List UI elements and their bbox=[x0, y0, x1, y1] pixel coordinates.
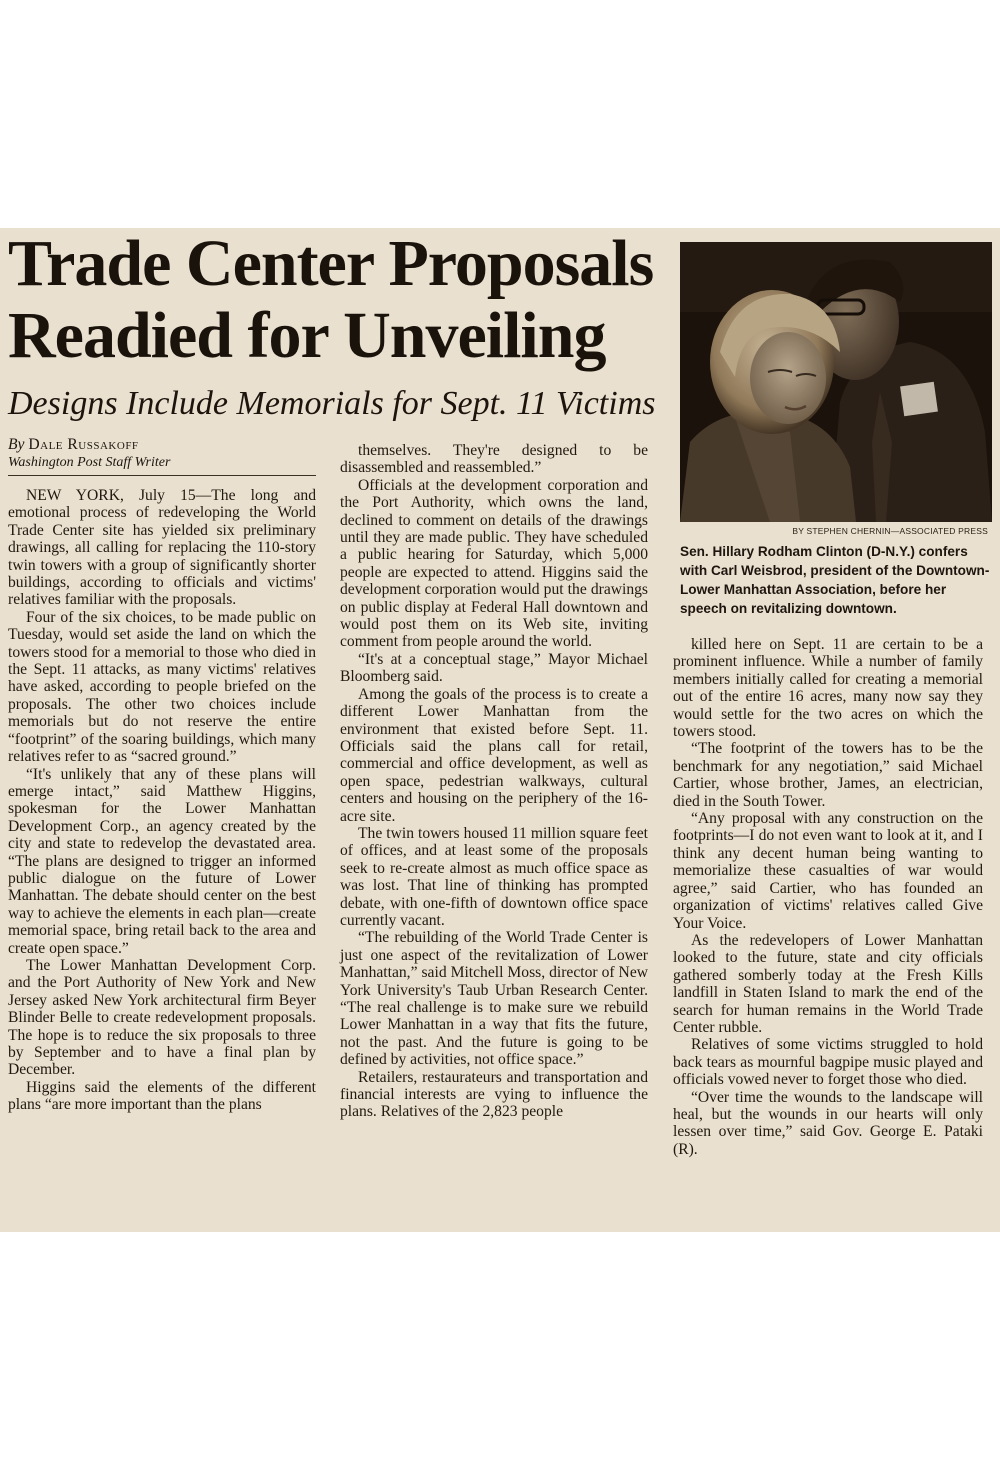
paragraph: Retailers, restaurateurs and transportation and financial interests are vying to influence the plans. Relatives of the 2,823 people bbox=[340, 1068, 648, 1121]
paragraph: Higgins said the elements of the different plans “are more important than the plans bbox=[8, 1078, 316, 1114]
paragraph: Among the goals of the process is to create a different Lower Manhattan from the environment that existed before Sept. 11. Officials said the plans call for retail, commercial and office development, as well as open space, pedestrian walkways, cultural centers and housing on the periphery of the 16-acre site. bbox=[340, 685, 648, 825]
byline-block bbox=[8, 436, 316, 472]
news-photo bbox=[680, 242, 992, 522]
photo-caption: Sen. Hillary Rodham Clinton (D-N.Y.) confers with Carl Weisbrod, president of the Downtown-Lower Manhattan Association, before her speech on revitalizing downtown. bbox=[680, 544, 990, 616]
photo-illustration bbox=[680, 242, 992, 522]
byline-title: Washington Post Staff Writer bbox=[8, 455, 171, 470]
article-column-3 bbox=[673, 636, 983, 1158]
paragraph: Four of the six choices, to be made public on Tuesday, would set aside the land on which the towers stood for a memorial to those who died in the Sept. 11 attacks, as many victims' relatives have asked, according to people briefed on the proposals. The other two choices include memorials but do not reserve the entire “footprint” of the soaring buildings, which many relatives refer to as “sacred ground.” bbox=[8, 608, 316, 766]
paragraph: “The footprint of the towers has to be the benchmark for any negotiation,” said Michael Cartier, whose brother, James, an electrician, died in the South Tower. bbox=[673, 740, 983, 810]
paragraph: The Lower Manhattan Development Corp. and the Port Authority of New York and New Jersey asked New York architectural firm Beyer Blinder Belle to create redevelopment proposals. The hope is to reduce the six proposals to three by September and to have a final plan by December. bbox=[8, 956, 316, 1079]
article-column-2 bbox=[340, 442, 648, 1121]
photo-credit: BY STEPHEN CHERNIN—ASSOCIATED PRESS bbox=[792, 526, 988, 536]
paragraph: NEW YORK, July 15—The long and emotional process of redeveloping the World Trade Center site has yielded six preliminary drawings, all calling for replacing the 110-story twin towers with a group of significantly shorter buildings, according to officials and victims' relatives familiar with the proposals. bbox=[8, 487, 316, 609]
paragraph: “It's at a conceptual stage,” Mayor Michael Bloomberg said. bbox=[340, 650, 648, 686]
byline-name: Dale Russakoff bbox=[28, 436, 139, 453]
paragraph: “Over time the wounds to the landscape will heal, but the wounds in our hearts will only lessen over time,” said Gov. George E. Pataki (R). bbox=[673, 1088, 983, 1158]
byline-prefix: By bbox=[8, 436, 25, 453]
newspaper-clipping bbox=[0, 228, 1000, 1232]
paragraph: “It's unlikely that any of these plans will emerge intact,” said Matthew Higgins, spokesman for the Lower Manhattan Development Corp., an agency created by the city and state to redevelop the devastated area. “The plans are designed to trigger an informed public dialogue on the future of Lower Manhattan. The debate should center on the best way to achieve the elements in each plan—create memorial space, bring retail back to the area and create open space.” bbox=[8, 765, 316, 957]
subheadline: Designs Include Memorials for Sept. 11 Victims bbox=[8, 385, 656, 422]
paragraph: “The rebuilding of the World Trade Center is just one aspect of the revitalization of Lower Manhattan,” said Mitchell Moss, director of New York University's Taub Urban Research Center. “The real challenge is to make sure we rebuild Lower Manhattan in a way that fits the future, not the past. And the future is going to be defined by activities, not office space.” bbox=[340, 929, 648, 1069]
byline bbox=[8, 436, 316, 454]
paragraph: Officials at the development corporation and the Port Authority, which owns the land, declined to comment on details of the drawings until they are made public. They have scheduled a public hearing for Saturday, which 5,000 people are expected to attend. Higgins said the development corporation would put the drawings on public display at Federal Hall downtown and would post them on its Web site, inviting comment from people around the world. bbox=[340, 476, 648, 651]
byline-rule bbox=[8, 475, 316, 476]
paragraph: As the redevelopers of Lower Manhattan looked to the future, state and city officials gathered somberly today at the Fresh Kills landfill in Staten Island to mark the end of the search for human remains in the World Trade Center rubble. bbox=[673, 931, 983, 1036]
headline: Trade Center Proposals Readied for Unveiling bbox=[8, 228, 654, 372]
paragraph: Relatives of some victims struggled to hold back tears as mournful bagpipe music played and officials vowed never to forget those who died. bbox=[673, 1036, 983, 1089]
paragraph: The twin towers housed 11 million square feet of offices, and at least some of the proposals seek to re-create almost as much office space as was lost. That line of thinking has prompted debate, with one-fifth of downtown office space currently vacant. bbox=[340, 824, 648, 929]
paragraph: themselves. They're designed to be disassembled and reassembled.” bbox=[340, 442, 648, 477]
paragraph: “Any proposal with any construction on the footprints—I do not even want to look at it, and I think any decent human being wanting to memorialize these casualties of war would agree,” said Cartier, who has founded an organization of victims' relatives called Give Your Voice. bbox=[673, 810, 983, 932]
paragraph: killed here on Sept. 11 are certain to be a prominent influence. While a number of family members initially called for creating a memorial out of the entire 16 acres, many now say they would settle for the two acres on which the towers stood. bbox=[673, 636, 983, 741]
article-column-1 bbox=[8, 487, 316, 1114]
